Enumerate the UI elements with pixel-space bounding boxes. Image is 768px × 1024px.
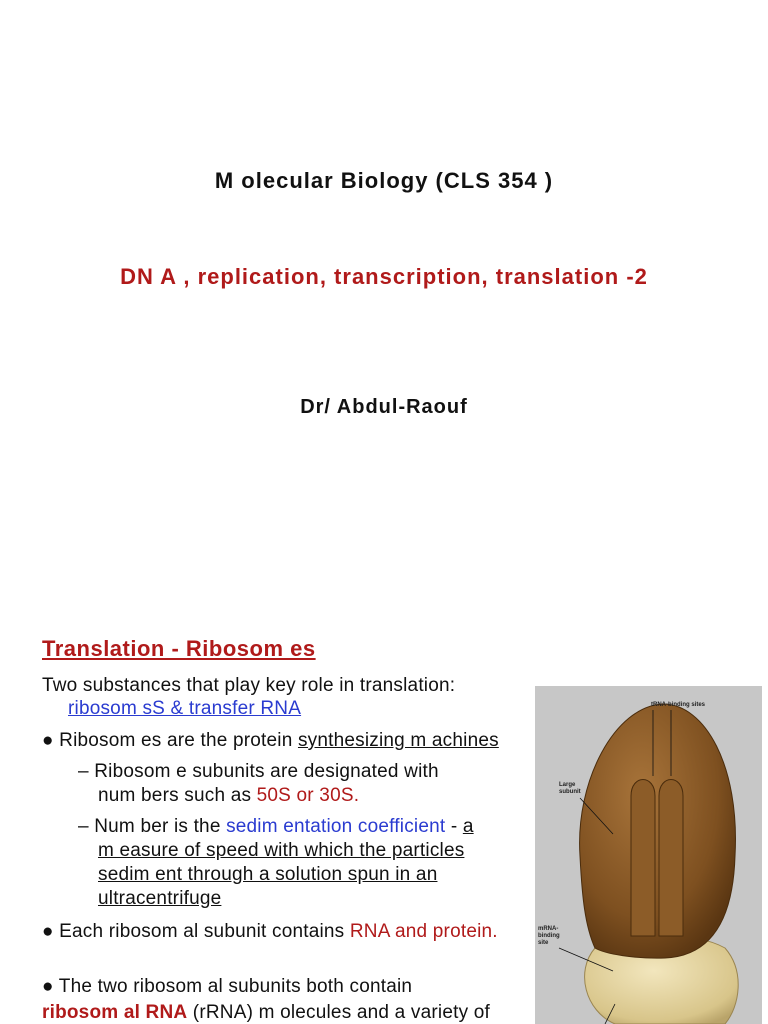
rrna-text: (rRNA) m olecules and a variety of xyxy=(187,1002,490,1023)
slide-heading: Translation - Ribosom es xyxy=(42,636,316,661)
lecture-subtitle: DN A , replication, transcription, translation -2 xyxy=(120,264,648,289)
trna-site-right xyxy=(659,780,683,937)
subunit-numbers: 50S or 30S. xyxy=(256,785,360,806)
ribosome-illustration xyxy=(535,686,762,1024)
large-subunit-label: Large subunit xyxy=(559,782,581,795)
bullet-ribosomes-text: ● Ribosom es are the protein xyxy=(42,730,298,751)
trna-site-left xyxy=(631,780,655,937)
mrna-label: mRNA-binding site xyxy=(538,926,560,946)
sub-bullet-subunits-line1: – Ribosom e subunits are designated with xyxy=(78,761,439,782)
sedimentation-term: sedim entation coefficient xyxy=(226,816,446,837)
bullet-rrna-line2 xyxy=(42,1002,490,1024)
trna-label: tRNA-binding sites xyxy=(651,702,705,708)
ribosome-figure xyxy=(535,686,762,1024)
intro-line: Two substances that play key role in translation: xyxy=(42,675,456,696)
large-subunit-shape xyxy=(580,704,736,958)
bullet-subunit-contents xyxy=(42,921,498,943)
definition-line4: ultracentrifuge xyxy=(98,888,222,909)
sub-bullet-subunits-text: num bers such as xyxy=(98,785,257,806)
rna-protein: RNA and protein. xyxy=(349,921,498,942)
sub-bullet-sedimentation-line1 xyxy=(78,816,474,838)
definition-line3: sedim ent through a solution spun in an xyxy=(98,864,438,885)
bullet-rrna: ● The two ribosom al subunits both contain xyxy=(42,976,413,997)
intro-link[interactable]: ribosom sS & transfer RNA xyxy=(68,698,302,719)
rrna-term: ribosom al RNA xyxy=(42,1002,188,1023)
author-name: Dr/ Abdul-Raouf xyxy=(300,396,468,418)
sub-bullet-sedimentation-text: – Num ber is the xyxy=(78,816,227,837)
definition-line2: m easure of speed with which the particles xyxy=(98,840,465,861)
sub-bullet-dash: - xyxy=(445,816,463,837)
bullet-ribosomes xyxy=(42,730,499,752)
sub-bullet-subunits-line2 xyxy=(98,785,359,807)
bullet-ribosomes-underlined: synthesizing m achines xyxy=(297,730,499,751)
course-title: M olecular Biology (CLS 354 ) xyxy=(214,168,554,193)
definition-start: a xyxy=(462,816,474,837)
bullet-subunit-text: ● Each ribosom al subunit contains xyxy=(42,921,350,942)
